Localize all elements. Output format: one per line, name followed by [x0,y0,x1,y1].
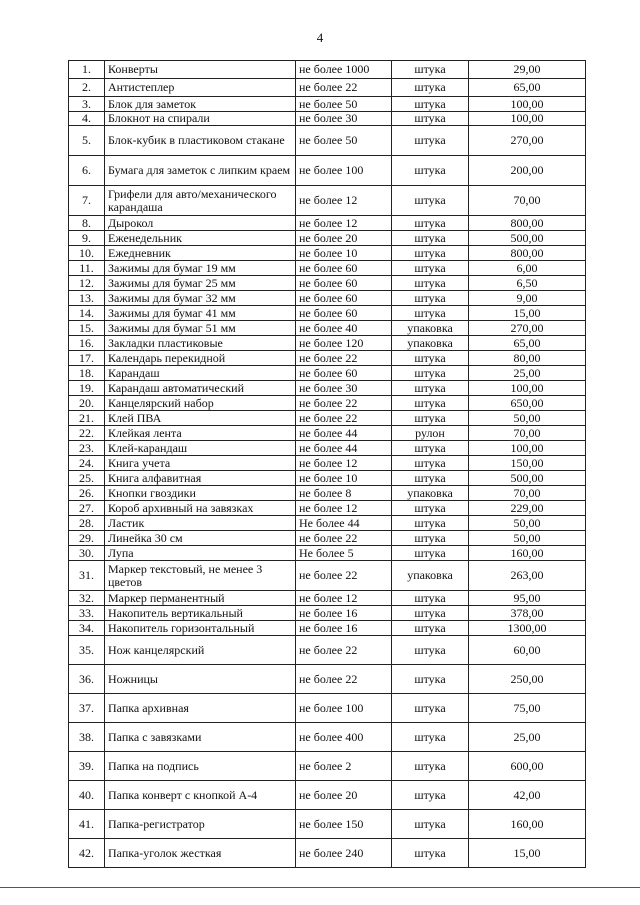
table-row [69,471,586,486]
quantity-limit: не более 22 [296,351,392,366]
item-price: 25,00 [469,366,586,381]
item-price: 600,00 [469,752,586,781]
unit-of-measure: упаковка [392,486,469,501]
item-price: 100,00 [469,97,586,112]
item-name: Накопитель горизонтальный [105,621,296,636]
quantity-limit: не более 60 [296,366,392,381]
unit-of-measure: штука [392,636,469,665]
unit-of-measure: штука [392,291,469,306]
quantity-limit: не более 22 [296,636,392,665]
item-price: 378,00 [469,606,586,621]
item-price: 100,00 [469,381,586,396]
row-number: 12. [69,276,105,291]
unit-of-measure: штука [392,306,469,321]
page-bottom-divider [0,887,640,888]
row-number: 24. [69,456,105,471]
item-name: Книга учета [105,456,296,471]
item-price: 160,00 [469,546,586,561]
unit-of-measure: штука [392,501,469,516]
item-price: 229,00 [469,501,586,516]
row-number: 25. [69,471,105,486]
item-name: Зажимы для бумаг 25 мм [105,276,296,291]
table-row [69,694,586,723]
quantity-limit: не более 12 [296,591,392,606]
row-number: 34. [69,621,105,636]
item-name: Ножницы [105,665,296,694]
item-price: 6,00 [469,261,586,276]
table-row [69,621,586,636]
unit-of-measure: штука [392,79,469,97]
item-price: 65,00 [469,336,586,351]
item-name: Ежедневник [105,246,296,261]
table-row [69,839,586,868]
table-row [69,61,586,79]
unit-of-measure: штука [392,261,469,276]
item-name: Карандаш [105,366,296,381]
item-name: Книга алфавитная [105,471,296,486]
row-number: 30. [69,546,105,561]
unit-of-measure: штука [392,381,469,396]
item-price: 270,00 [469,126,586,156]
unit-of-measure: штука [392,441,469,456]
unit-of-measure: штука [392,61,469,79]
unit-of-measure: штука [392,456,469,471]
row-number: 32. [69,591,105,606]
unit-of-measure: штука [392,471,469,486]
quantity-limit: не более 30 [296,112,392,126]
row-number: 38. [69,723,105,752]
unit-of-measure: штука [392,411,469,426]
table-row [69,306,586,321]
item-price: 250,00 [469,665,586,694]
item-price: 50,00 [469,531,586,546]
table-row [69,336,586,351]
unit-of-measure: рулон [392,426,469,441]
item-price: 500,00 [469,471,586,486]
row-number: 8. [69,216,105,231]
quantity-limit: не более 22 [296,561,392,591]
item-price: 6,50 [469,276,586,291]
quantity-limit: не более 50 [296,97,392,112]
item-price: 270,00 [469,321,586,336]
row-number: 40. [69,781,105,810]
item-price: 95,00 [469,591,586,606]
quantity-limit: не более 12 [296,216,392,231]
item-name: Конверты [105,61,296,79]
item-name: Накопитель вертикальный [105,606,296,621]
table-row [69,351,586,366]
item-price: 200,00 [469,156,586,186]
unit-of-measure: штука [392,516,469,531]
unit-of-measure: штука [392,531,469,546]
item-price: 15,00 [469,839,586,868]
item-price: 100,00 [469,112,586,126]
row-number: 27. [69,501,105,516]
item-price: 70,00 [469,186,586,216]
table-row [69,606,586,621]
table-row [69,231,586,246]
item-name: Блок для заметок [105,97,296,112]
item-name: Зажимы для бумаг 32 мм [105,291,296,306]
item-name: Папка-уголок жесткая [105,839,296,868]
item-price: 65,00 [469,79,586,97]
item-price: 9,00 [469,291,586,306]
unit-of-measure: упаковка [392,321,469,336]
row-number: 7. [69,186,105,216]
quantity-limit: не более 60 [296,261,392,276]
row-number: 41. [69,810,105,839]
quantity-limit: не более 100 [296,156,392,186]
quantity-limit: не более 120 [296,336,392,351]
item-name: Календарь перекидной [105,351,296,366]
item-name: Зажимы для бумаг 19 мм [105,261,296,276]
item-name: Блокнот на спирали [105,112,296,126]
row-number: 26. [69,486,105,501]
item-name: Папка конверт с кнопкой А-4 [105,781,296,810]
row-number: 28. [69,516,105,531]
table-row [69,426,586,441]
item-name: Канцелярский набор [105,396,296,411]
item-price: 42,00 [469,781,586,810]
item-name: Дырокол [105,216,296,231]
row-number: 18. [69,366,105,381]
unit-of-measure: штука [392,752,469,781]
quantity-limit: не более 22 [296,396,392,411]
items-table [68,60,586,868]
quantity-limit: не более 22 [296,531,392,546]
unit-of-measure: штука [392,97,469,112]
table-row [69,112,586,126]
item-name: Клей-карандаш [105,441,296,456]
item-price: 100,00 [469,441,586,456]
item-price: 650,00 [469,396,586,411]
row-number: 11. [69,261,105,276]
row-number: 9. [69,231,105,246]
item-name: Короб архивный на завязках [105,501,296,516]
unit-of-measure: штука [392,810,469,839]
quantity-limit: не более 40 [296,321,392,336]
table-row [69,381,586,396]
table-row [69,216,586,231]
quantity-limit: не более 10 [296,246,392,261]
item-price: 500,00 [469,231,586,246]
unit-of-measure: штука [392,694,469,723]
table-row [69,752,586,781]
quantity-limit: не более 20 [296,781,392,810]
item-name: Нож канцелярский [105,636,296,665]
row-number: 6. [69,156,105,186]
item-price: 25,00 [469,723,586,752]
item-price: 29,00 [469,61,586,79]
unit-of-measure: штука [392,231,469,246]
quantity-limit: не более 8 [296,486,392,501]
item-price: 15,00 [469,306,586,321]
unit-of-measure: штука [392,839,469,868]
table-row [69,186,586,216]
item-name: Антистеплер [105,79,296,97]
row-number: 39. [69,752,105,781]
quantity-limit: не более 16 [296,621,392,636]
row-number: 15. [69,321,105,336]
quantity-limit: не более 22 [296,411,392,426]
table-row [69,561,586,591]
item-price: 150,00 [469,456,586,471]
row-number: 37. [69,694,105,723]
row-number: 17. [69,351,105,366]
row-number: 42. [69,839,105,868]
quantity-limit: не более 12 [296,186,392,216]
item-name: Папка с завязками [105,723,296,752]
row-number: 21. [69,411,105,426]
table-row [69,411,586,426]
unit-of-measure: упаковка [392,561,469,591]
item-name: Маркер текстовый, не менее 3 цветов [105,561,296,591]
table-row [69,276,586,291]
item-name: Бумага для заметок с липким краем [105,156,296,186]
table-row [69,321,586,336]
row-number: 31. [69,561,105,591]
item-name: Зажимы для бумаг 41 мм [105,306,296,321]
row-number: 22. [69,426,105,441]
table-row [69,291,586,306]
item-name: Ластик [105,516,296,531]
table-row [69,486,586,501]
row-number: 20. [69,396,105,411]
item-name: Линейка 30 см [105,531,296,546]
unit-of-measure: штука [392,591,469,606]
item-name: Папка архивная [105,694,296,723]
item-name: Закладки пластиковые [105,336,296,351]
item-price: 75,00 [469,694,586,723]
page-number: 4 [316,30,324,45]
row-number: 29. [69,531,105,546]
table-row [69,97,586,112]
unit-of-measure: штука [392,665,469,694]
item-price: 60,00 [469,636,586,665]
item-name: Папка на подпись [105,752,296,781]
item-name: Лупа [105,546,296,561]
item-price: 800,00 [469,216,586,231]
row-number: 2. [69,79,105,97]
quantity-limit: не более 240 [296,839,392,868]
quantity-limit: не более 20 [296,231,392,246]
quantity-limit: Не более 5 [296,546,392,561]
table-row [69,665,586,694]
row-number: 19. [69,381,105,396]
item-price: 70,00 [469,426,586,441]
quantity-limit: не более 60 [296,291,392,306]
unit-of-measure: штука [392,276,469,291]
row-number: 10. [69,246,105,261]
table-row [69,591,586,606]
quantity-limit: не более 44 [296,426,392,441]
quantity-limit: не более 22 [296,79,392,97]
table-row [69,156,586,186]
unit-of-measure: штука [392,366,469,381]
item-name: Карандаш автоматический [105,381,296,396]
item-name: Блок-кубик в пластиковом стакане [105,126,296,156]
item-name: Кнопки гвоздики [105,486,296,501]
quantity-limit: не более 12 [296,456,392,471]
quantity-limit: не более 30 [296,381,392,396]
unit-of-measure: штука [392,112,469,126]
table-row [69,531,586,546]
row-number: 36. [69,665,105,694]
row-number: 33. [69,606,105,621]
item-name: Зажимы для бумаг 51 мм [105,321,296,336]
items-table-body [69,61,586,868]
unit-of-measure: штука [392,621,469,636]
row-number: 23. [69,441,105,456]
unit-of-measure: штука [392,396,469,411]
table-row [69,723,586,752]
table-row [69,501,586,516]
unit-of-measure: штука [392,606,469,621]
unit-of-measure: штука [392,723,469,752]
table-row [69,396,586,411]
item-price: 160,00 [469,810,586,839]
table-row [69,366,586,381]
table-row [69,636,586,665]
row-number: 16. [69,336,105,351]
item-price: 80,00 [469,351,586,366]
quantity-limit: не более 50 [296,126,392,156]
item-price: 70,00 [469,486,586,501]
quantity-limit: не более 60 [296,276,392,291]
table-row [69,781,586,810]
row-number: 35. [69,636,105,665]
table-row [69,261,586,276]
quantity-limit: не более 400 [296,723,392,752]
unit-of-measure: штука [392,126,469,156]
unit-of-measure: штука [392,156,469,186]
unit-of-measure: упаковка [392,336,469,351]
quantity-limit: не более 10 [296,471,392,486]
table-row [69,546,586,561]
unit-of-measure: штука [392,546,469,561]
item-price: 263,00 [469,561,586,591]
row-number: 4. [69,112,105,126]
table-row [69,516,586,531]
quantity-limit: не более 1000 [296,61,392,79]
quantity-limit: не более 12 [296,501,392,516]
item-name: Клей ПВА [105,411,296,426]
quantity-limit: не более 60 [296,306,392,321]
quantity-limit: Не более 44 [296,516,392,531]
quantity-limit: не более 44 [296,441,392,456]
row-number: 14. [69,306,105,321]
item-name: Еженедельник [105,231,296,246]
table-row [69,441,586,456]
row-number: 3. [69,97,105,112]
item-price: 1300,00 [469,621,586,636]
item-name: Клейкая лента [105,426,296,441]
item-price: 800,00 [469,246,586,261]
row-number: 13. [69,291,105,306]
item-price: 50,00 [469,516,586,531]
table-row [69,246,586,261]
row-number: 5. [69,126,105,156]
unit-of-measure: штука [392,781,469,810]
quantity-limit: не более 150 [296,810,392,839]
row-number: 1. [69,61,105,79]
item-price: 50,00 [469,411,586,426]
quantity-limit: не более 2 [296,752,392,781]
unit-of-measure: штука [392,351,469,366]
item-name: Папка-регистратор [105,810,296,839]
table-row [69,810,586,839]
unit-of-measure: штука [392,186,469,216]
unit-of-measure: штука [392,216,469,231]
quantity-limit: не более 22 [296,665,392,694]
table-row [69,126,586,156]
item-name: Грифели для авто/механического карандаша [105,186,296,216]
quantity-limit: не более 100 [296,694,392,723]
unit-of-measure: штука [392,246,469,261]
quantity-limit: не более 16 [296,606,392,621]
table-row [69,79,586,97]
item-name: Маркер перманентный [105,591,296,606]
table-row [69,456,586,471]
